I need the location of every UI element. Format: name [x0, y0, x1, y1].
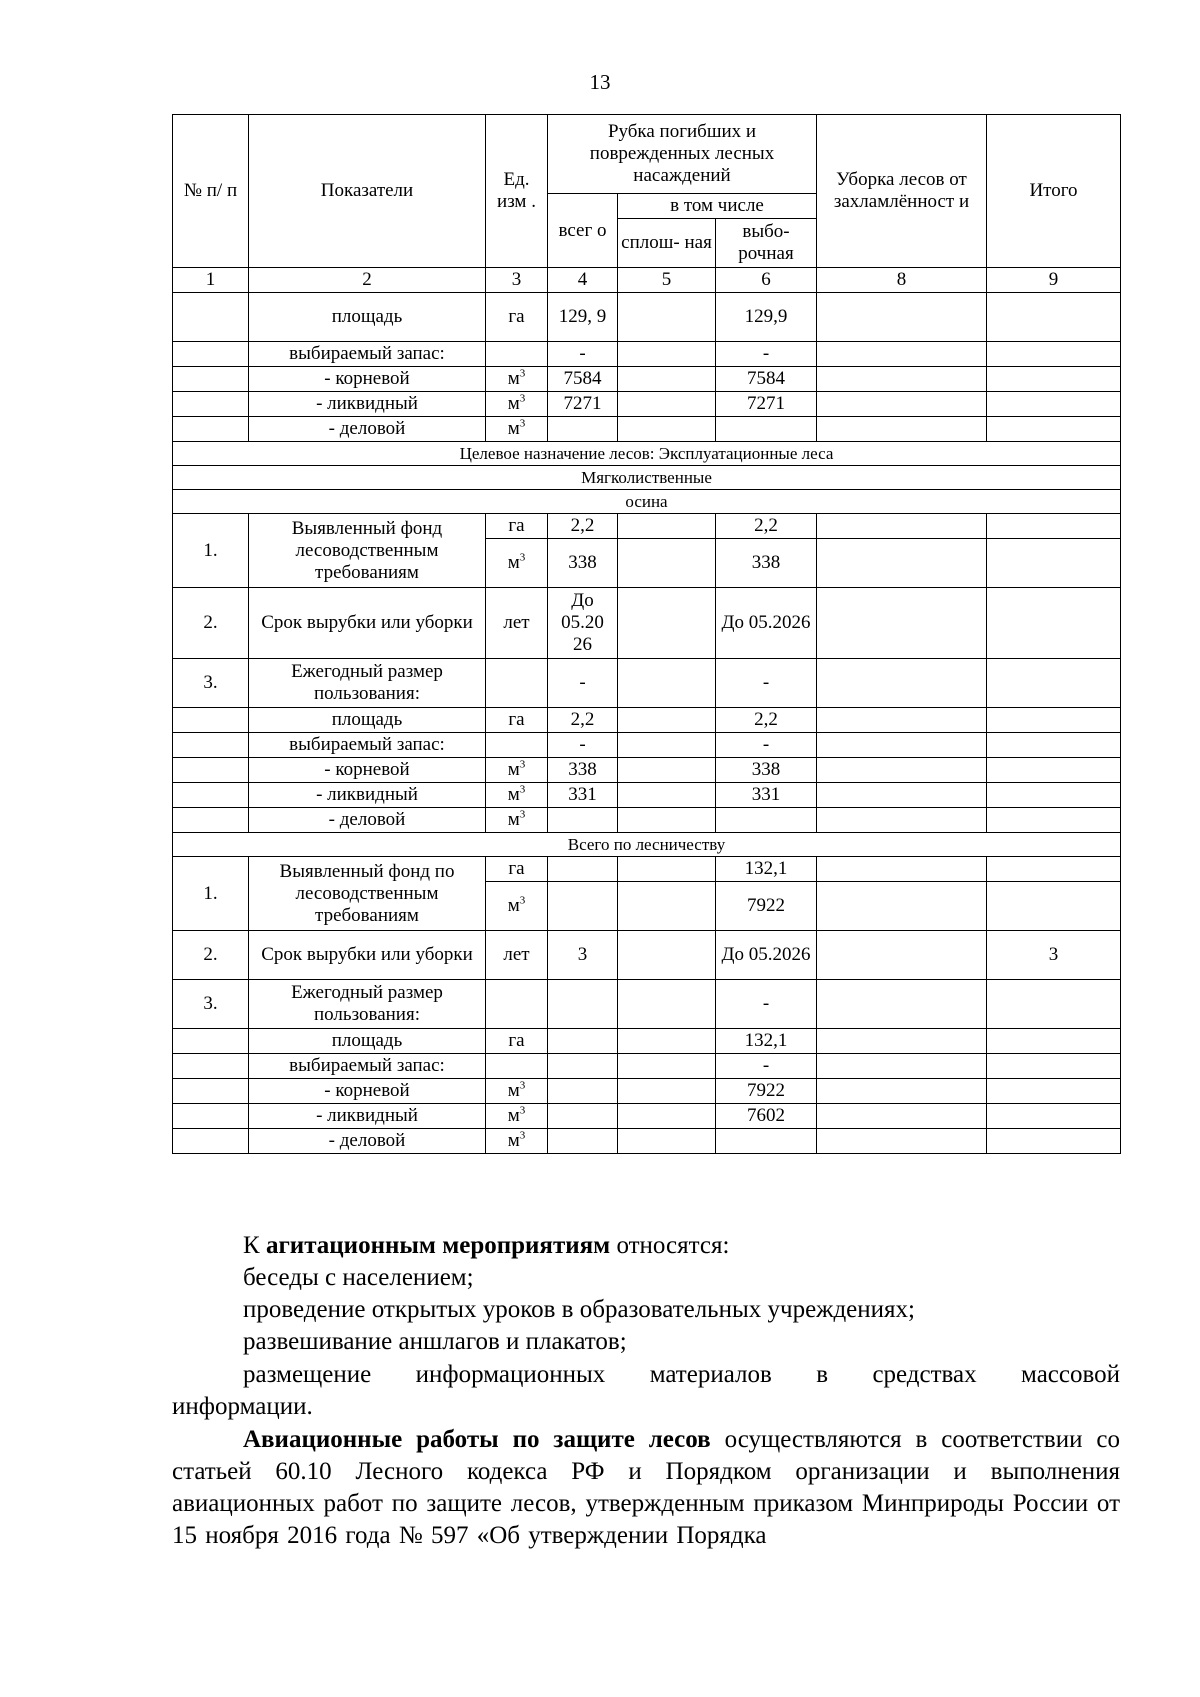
table-row: 2. Срок вырубки или уборки лет 3 До 05.2026 3 [173, 931, 1121, 980]
section-group: Мягколиственные [173, 466, 1121, 490]
table-row: - деловой $м^3$ [173, 417, 1121, 442]
table-row: 2. Срок вырубки или уборки лет До 05.20 26 До 05.2026 [173, 588, 1121, 659]
header-num: № п/ п [173, 115, 249, 268]
table-row: $м^3$ 7922 [173, 882, 1121, 931]
table-row: площадь га 132,1 [173, 1029, 1121, 1054]
section-species: осина [173, 490, 1121, 514]
table-row: площадь га 2,2 2,2 [173, 708, 1121, 733]
paragraph-aviation: Авиационные работы по защите лесов осуществляются в соответствии со статьей 60.10 Лесного кодекса РФ и Порядком организации и выполнения авиационных работ по защите лесов, утвержденным приказом Минприроды России от 15 ноября 2016 года № 597 «Об утверждении Порядка [172, 1426, 1120, 1549]
page-number: 13 [589, 70, 611, 94]
table-row: - ликвидный $м^3$ 7271 7271 [173, 392, 1121, 417]
table-row: 1. Выявленный фонд по лесоводственным требованиям га 132,1 [173, 857, 1121, 882]
table-row: - корневой $м^3$ 7922 [173, 1079, 1121, 1104]
header-total: всег о [548, 194, 618, 268]
table-row: $м^3$ 338 338 [173, 539, 1121, 588]
table-row: 1. Выявленный фонд лесоводственным требованиям га 2,2 2,2 [173, 514, 1121, 539]
section-purpose: Целевое назначение лесов: Эксплуатационные леса [173, 442, 1121, 466]
paragraph-agitation: К агитационным мероприятиям относятся: [243, 1232, 730, 1259]
paragraph-talks: беседы с населением; [243, 1264, 474, 1291]
header-solid: сплош- ная [618, 219, 716, 268]
table-row: выбираемый запас: - [173, 1054, 1121, 1079]
header-incl: в том числе [618, 194, 817, 219]
table-row: выбираемый запас: - - [173, 733, 1121, 758]
header-unit: Ед. изм . [486, 115, 548, 268]
paragraph-posters: развешивание аншлагов и плакатов; [243, 1328, 627, 1355]
table-row: 3. Ежегодный размер пользования: - [173, 980, 1121, 1029]
header-cleaning: Уборка лесов от захламлённост и [817, 115, 987, 268]
table-row: - корневой $м^3$ 7584 7584 [173, 367, 1121, 392]
header-itogo: Итого [987, 115, 1121, 268]
table-row: - ликвидный $м^3$ 331 331 [173, 783, 1121, 808]
table-row: - корневой $м^3$ 338 338 [173, 758, 1121, 783]
paragraph-media-line2: информации. [172, 1393, 313, 1420]
table-row: 3. Ежегодный размер пользования: - - [173, 659, 1121, 708]
column-numbers-row: 1 2 3 4 5 6 8 9 [173, 268, 1121, 293]
forest-protection-table [172, 114, 1121, 1154]
paragraph-media-line1: размещение информационных материалов в средствах массовой [243, 1361, 1120, 1388]
paragraph-lessons: проведение открытых уроков в образовательных учреждениях; [243, 1296, 915, 1323]
section-total: Всего по лесничеству [173, 833, 1121, 857]
table-row: площадь га 129, 9 129,9 [173, 293, 1121, 342]
table-row: - деловой $м^3$ [173, 808, 1121, 833]
header-indicator: Показатели [249, 115, 486, 268]
table-row: выбираемый запас: - - [173, 342, 1121, 367]
header-selective: выбо- рочная [716, 219, 817, 268]
header-cutting: Рубка погибших и поврежденных лесных насаждений [548, 115, 817, 194]
table-row: - деловой $м^3$ [173, 1129, 1121, 1154]
table-row: - ликвидный $м^3$ 7602 [173, 1104, 1121, 1129]
